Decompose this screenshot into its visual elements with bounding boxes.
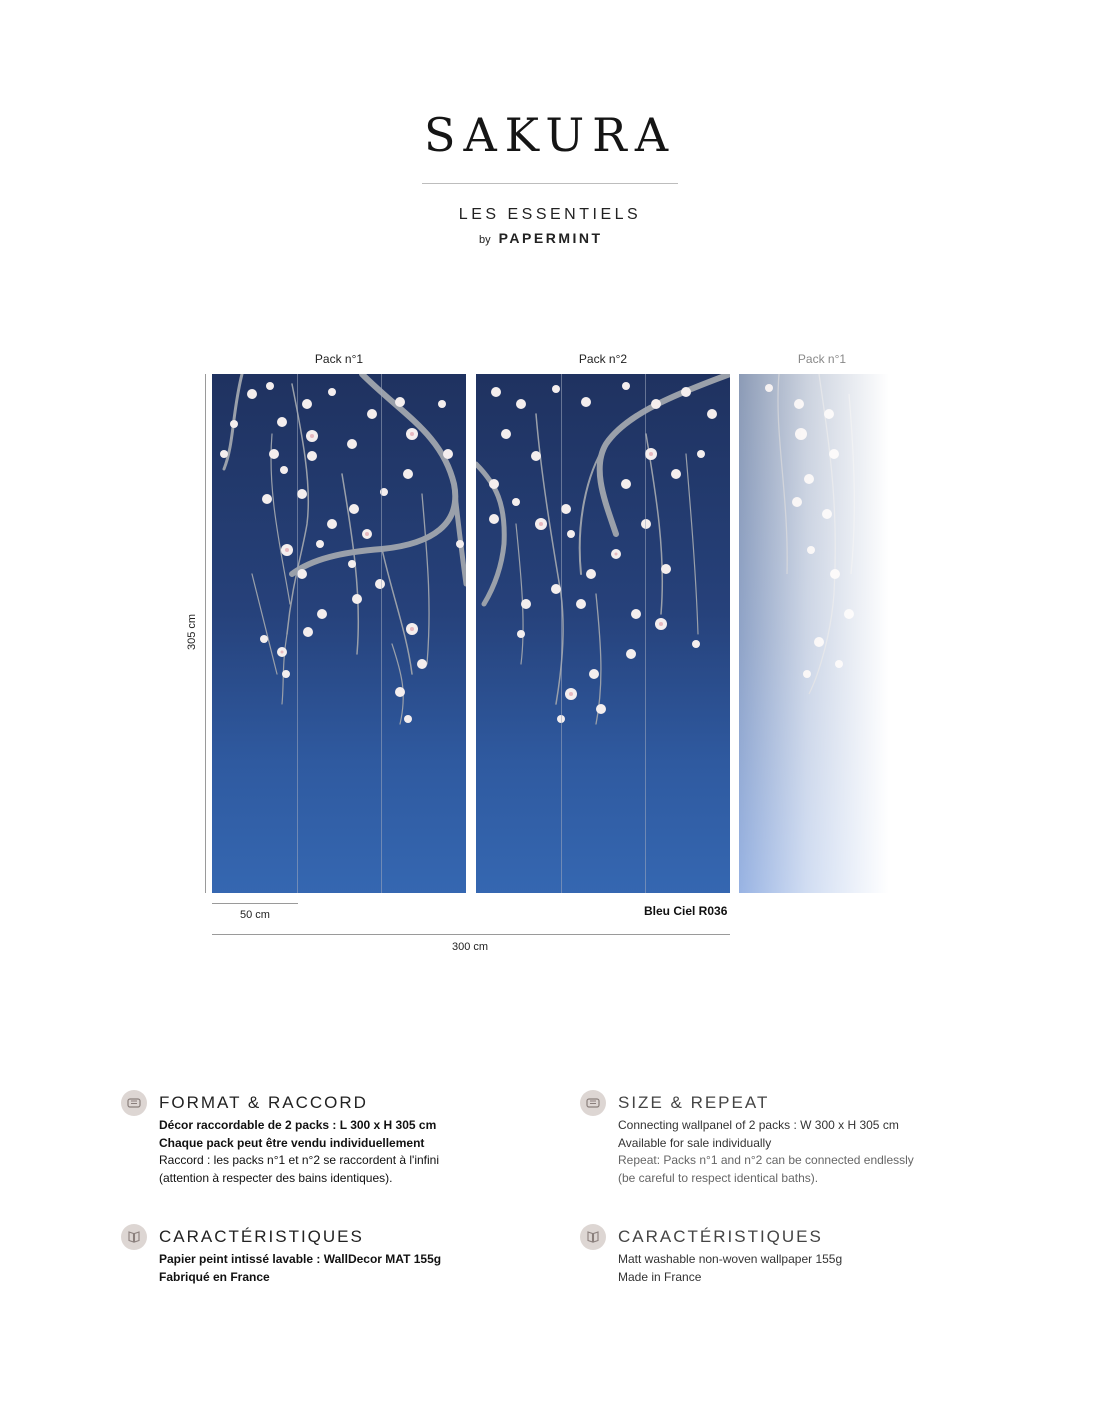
wallpaper-roll-icon [121, 1090, 147, 1116]
info-line: Available for sale individually [618, 1135, 772, 1150]
format-raccord-block [121, 1090, 581, 1190]
info-line: Chaque pack peut être vendu individuellement [159, 1135, 425, 1150]
info-line: Décor raccordable de 2 packs : L 300 x H 305 cm [159, 1118, 437, 1132]
total-width-dimension-line [212, 934, 730, 935]
info-line: Connecting wallpanel of 2 packs : W 300 x H 305 cm [618, 1118, 899, 1132]
characteristics-heading: CARACTÉRISTIQUES [618, 1227, 823, 1246]
fade-overlay [739, 374, 889, 893]
characteristics-fr-block [121, 1224, 581, 1294]
height-dimension-line [205, 374, 206, 893]
strip-seam [645, 374, 646, 893]
strip-seam [297, 374, 298, 893]
total-width-dimension-label: 300 cm [452, 941, 489, 953]
collection-name: LES ESSENTIELS [458, 206, 642, 223]
wallpaper-panel-repeat-preview [739, 374, 889, 893]
size-repeat-heading: SIZE & REPEAT [618, 1093, 770, 1112]
info-line: Repeat: Packs n°1 and n°2 can be connected endlessly [618, 1153, 914, 1168]
height-dimension-label: 305 cm [186, 613, 198, 651]
info-line: Fabriqué en France [159, 1269, 270, 1284]
title-divider [422, 183, 678, 184]
info-line: Papier peint intissé lavable : WallDecor MAT 155g [159, 1252, 442, 1266]
characteristics-en-block [580, 1224, 1040, 1294]
book-icon [580, 1224, 606, 1250]
info-line: (be careful to respect identical baths). [618, 1170, 819, 1185]
strip-seam [561, 374, 562, 893]
brand-signature [479, 230, 603, 246]
info-line: (attention à respecter des bains identiques). [159, 1170, 393, 1185]
size-repeat-block [580, 1090, 1040, 1190]
format-raccord-heading: FORMAT & RACCORD [159, 1093, 368, 1112]
info-line: Raccord : les packs n°1 et n°2 se raccordent à l'infini [159, 1153, 440, 1168]
book-icon [121, 1224, 147, 1250]
page-title: SAKURA [423, 108, 677, 162]
wallpaper-panel-pack-1 [212, 374, 466, 893]
strip-seam [381, 374, 382, 893]
pack-label-2: Pack n°2 [578, 352, 628, 366]
wallpaper-panel-pack-2 [476, 374, 730, 893]
colorway-label: Bleu Ciel R036 [644, 904, 728, 918]
characteristics-heading: CARACTÉRISTIQUES [159, 1227, 364, 1246]
info-line: Made in France [618, 1269, 702, 1284]
wallpaper-roll-icon [580, 1090, 606, 1116]
pack-label-1: Pack n°1 [314, 352, 364, 366]
info-line: Matt washable non-woven wallpaper 155g [618, 1252, 843, 1266]
blossom-artwork-1 [212, 374, 466, 893]
brand-logo: PAPERMINT [498, 230, 603, 246]
blossom-artwork-2 [476, 374, 730, 893]
brand-by: by [479, 234, 491, 246]
strip-width-dimension-line [212, 903, 298, 904]
pack-label-repeat: Pack n°1 [797, 352, 847, 366]
strip-width-dimension-label: 50 cm [240, 909, 270, 921]
